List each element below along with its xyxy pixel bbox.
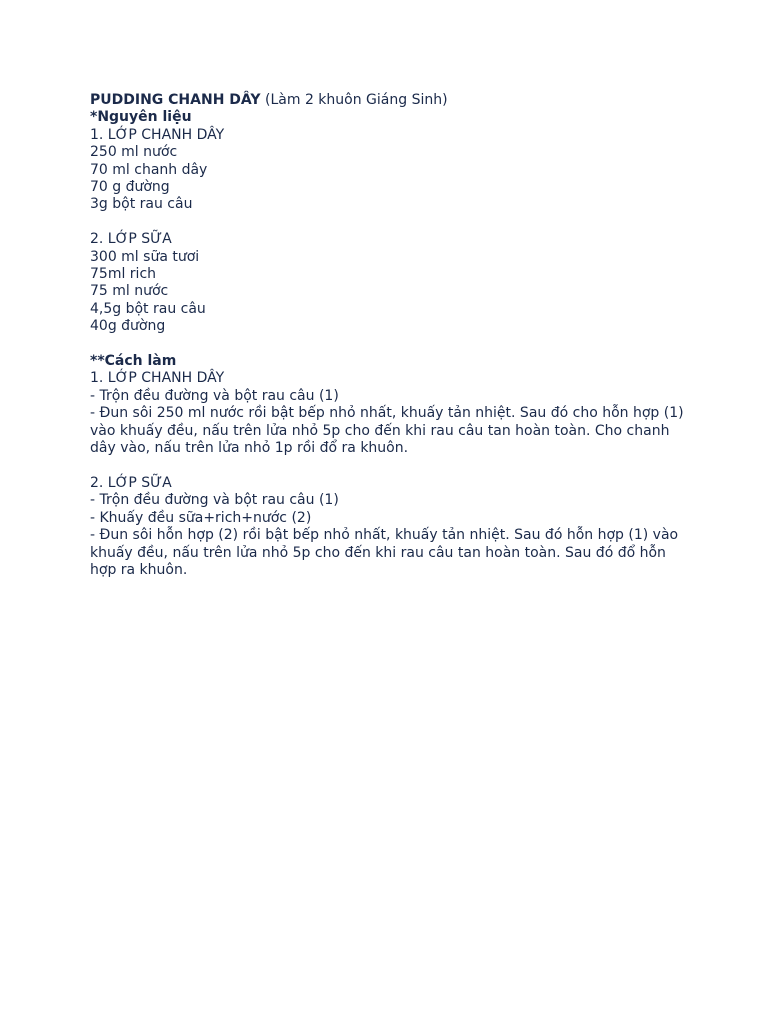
method1-step: - Đun sôi 250 ml nước rồi bật bếp nhỏ nhất, khuấy tản nhiệt. Sau đó cho hỗn hợp (1) vào khuấy đều, nấu trên lửa nhỏ 5p cho đến khi rau câu tan hoàn toàn. Cho chanh dây vào, nấu trên lửa nhỏ 1p rồi đổ ra khuôn. — [90, 405, 684, 457]
method2-step: - Trộn đều đường và bột rau câu (1) — [90, 492, 339, 509]
method-heading: **Cách làm — [90, 353, 177, 370]
method2-step: - Khuấy đều sữa+rich+nước (2) — [90, 509, 312, 526]
spacer — [90, 458, 690, 475]
layer1-item: 3g bột rau câu — [90, 196, 193, 213]
recipe-content — [90, 92, 690, 579]
layer2-item: 300 ml sữa tươi — [90, 248, 200, 265]
spacer — [90, 336, 690, 353]
layer2-heading: 2. LỚP SỮA — [90, 231, 172, 248]
recipe-title-main: PUDDING CHANH DÂY — [90, 92, 261, 108]
layer1-item: 70 ml chanh dây — [90, 161, 208, 178]
recipe-title — [90, 92, 690, 109]
layer2-item: 40g đường — [90, 318, 166, 335]
layer2-item: 75 ml nước — [90, 283, 169, 300]
layer1-heading: 1. LỚP CHANH DÂY — [90, 126, 225, 143]
method2-heading: 2. LỚP SỮA — [90, 474, 172, 491]
method2-step: - Đun sôi hỗn hợp (2) rồi bật bếp nhỏ nhất, khuấy tản nhiệt. Sau đó hỗn hợp (1) vào khuấy đều, nấu trên lửa nhỏ 5p cho đến khi rau câu tan hoàn toàn. Sau đó đổ hỗn hợp ra khuôn. — [90, 527, 679, 578]
spacer — [90, 214, 690, 231]
method1-heading: 1. LỚP CHANH DÂY — [90, 370, 225, 387]
method1-step: - Trộn đều đường và bột rau câu (1) — [90, 387, 339, 404]
layer1-item: 70 g đường — [90, 179, 170, 196]
ingredients-heading: *Nguyên liệu — [90, 109, 192, 126]
layer2-item: 75ml rich — [90, 266, 157, 283]
layer1-item: 250 ml nước — [90, 144, 178, 161]
layer2-item: 4,5g bột rau câu — [90, 300, 206, 317]
recipe-title-sub: (Làm 2 khuôn Giáng Sinh) — [260, 92, 448, 108]
